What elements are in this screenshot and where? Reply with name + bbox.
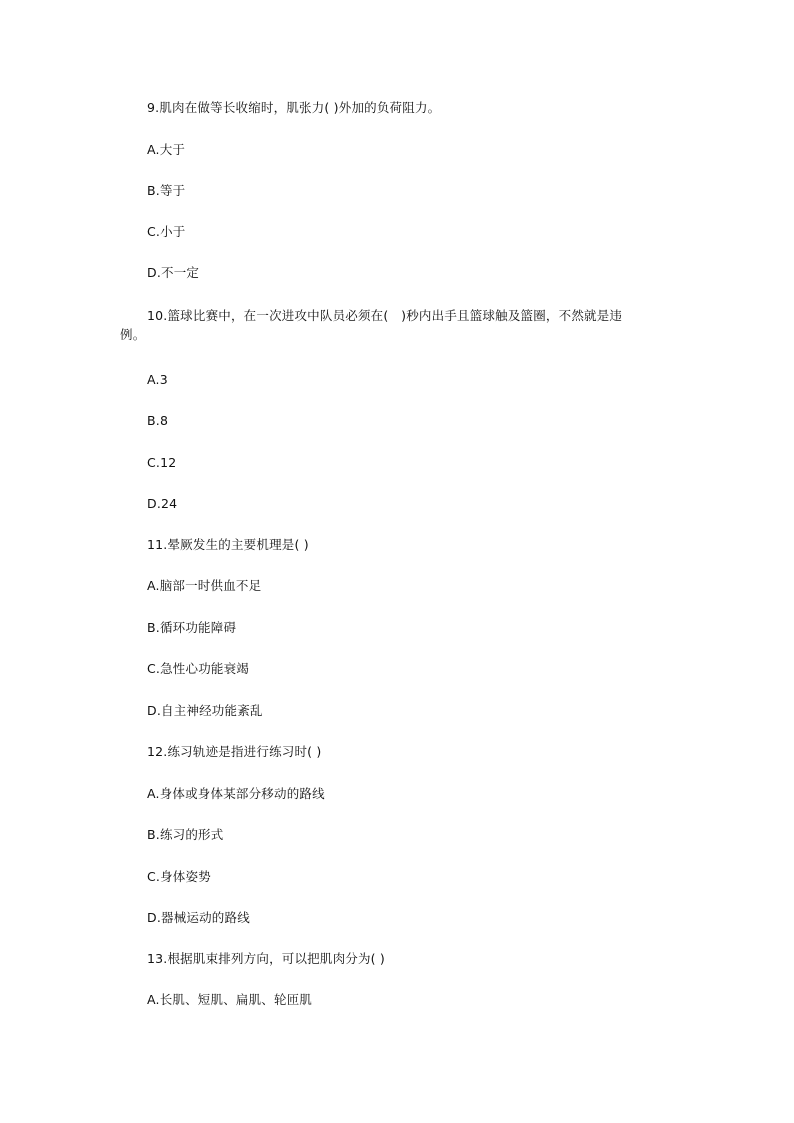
question-9-stem: 9.肌肉在做等长收缩时，肌张力( )外加的负荷阻力。 xyxy=(147,100,441,115)
question-11-option-d: D.自主神经功能紊乱 xyxy=(147,703,263,718)
question-13-stem: 13.根据肌束排列方向，可以把肌肉分为( ) xyxy=(147,951,386,966)
question-10-option-d: D.24 xyxy=(147,496,178,511)
question-9-option-a: A.大于 xyxy=(147,142,186,157)
question-10-option-a: A.3 xyxy=(147,372,168,387)
question-13-option-a: A.长肌、短肌、扁肌、轮匝肌 xyxy=(147,992,313,1007)
question-12-option-b: B.练习的形式 xyxy=(147,827,224,842)
question-9-option-c: C.小于 xyxy=(147,224,186,239)
question-10-option-c: C.12 xyxy=(147,455,177,470)
question-12-option-a: A.身体或身体某部分移动的路线 xyxy=(147,786,325,801)
question-12-option-d: D.器械运动的路线 xyxy=(147,910,250,925)
question-11-option-a: A.脑部一时供血不足 xyxy=(147,578,262,593)
question-11-option-b: B.循环功能障碍 xyxy=(147,620,237,635)
question-12-stem: 12.练习轨迹是指进行练习时( ) xyxy=(147,744,322,759)
question-12-option-c: C.身体姿势 xyxy=(147,869,211,884)
question-9-option-b: B.等于 xyxy=(147,183,186,198)
question-11-stem: 11.晕厥发生的主要机理是( ) xyxy=(147,537,309,552)
question-10-stem-line1: 10.篮球比赛中，在一次进攻中队员必须在( )秒内出手且篮球触及篮圈，不然就是违 xyxy=(147,308,623,323)
question-10-stem-line2: 例。 xyxy=(120,327,146,342)
question-11-option-c: C.急性心功能衰竭 xyxy=(147,661,250,676)
question-9-option-d: D.不一定 xyxy=(147,265,200,280)
question-10-option-b: B.8 xyxy=(147,413,169,428)
